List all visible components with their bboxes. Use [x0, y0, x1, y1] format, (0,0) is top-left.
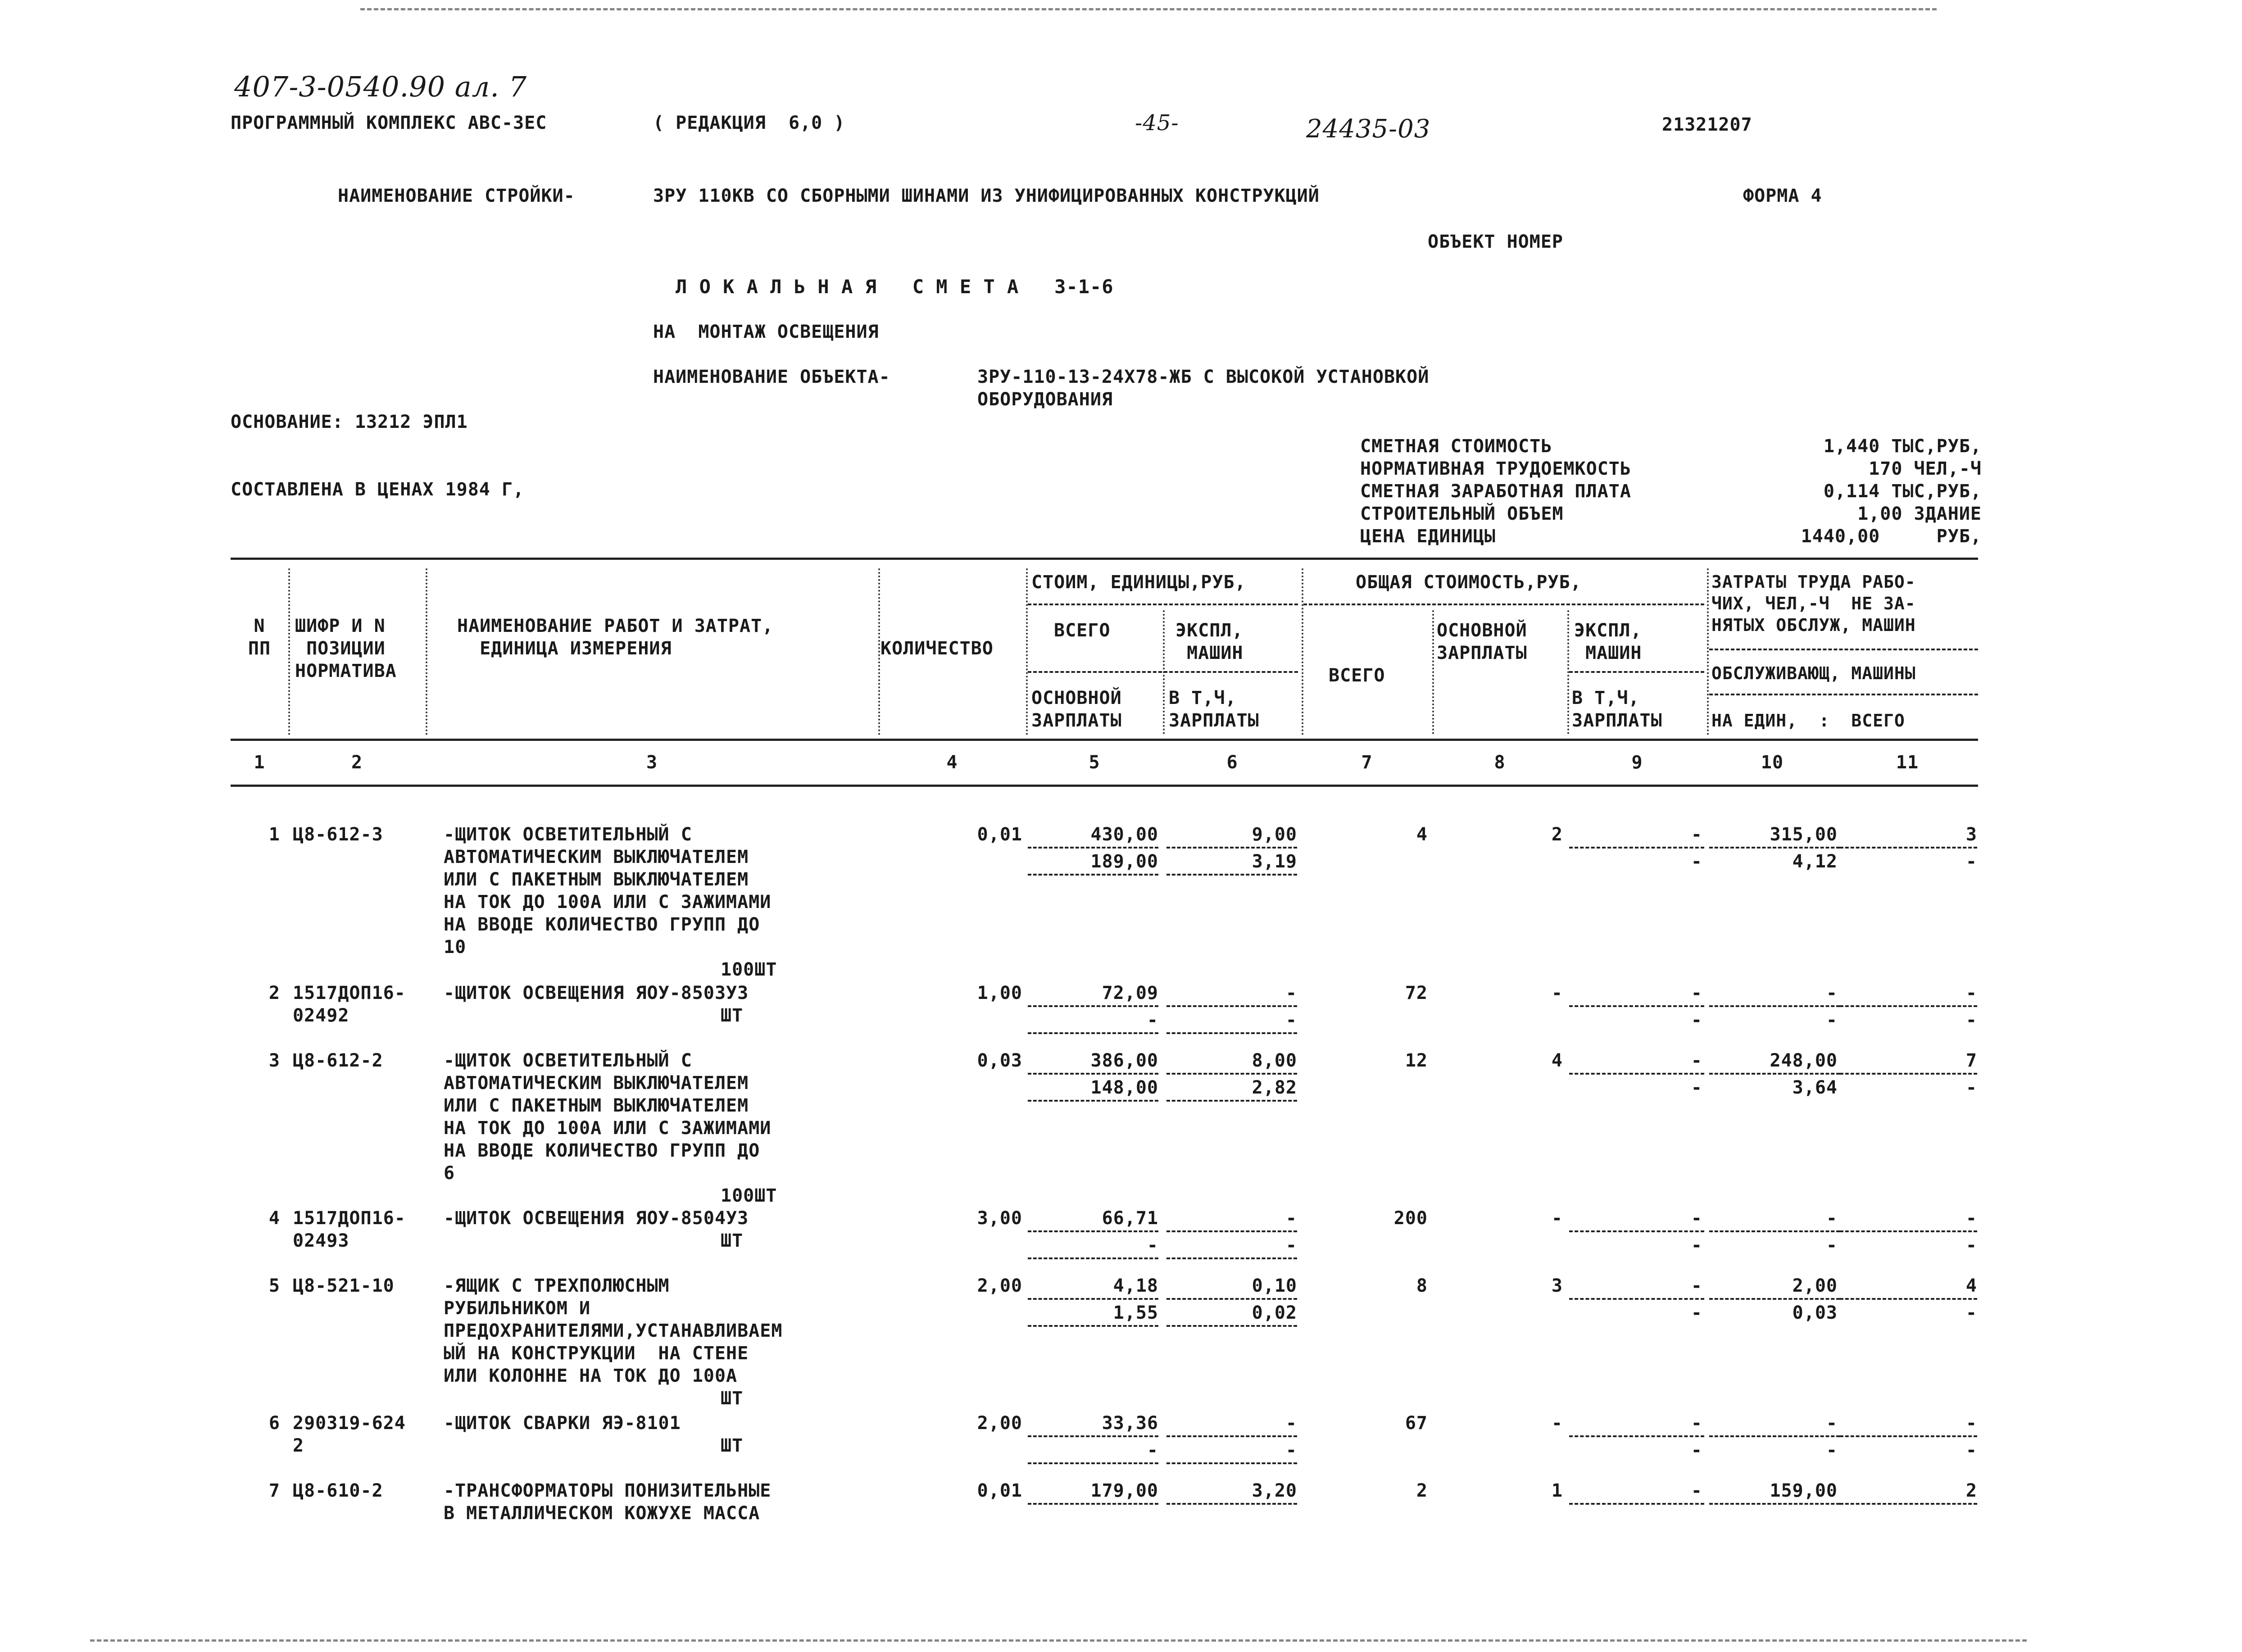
summary-label: ЦЕНА ЕДИНИЦЫ	[1360, 526, 1496, 547]
row-c9b: -	[1691, 1303, 1702, 1323]
row-c11b: -	[1965, 1440, 1977, 1461]
cell-rule	[1166, 1005, 1297, 1007]
row-c11: 2	[1965, 1480, 1977, 1501]
row-qty: 1,00	[977, 983, 1022, 1003]
handwritten-code: 407-3-0540.90 ал. 7	[234, 70, 527, 103]
row-name-line: ИЛИ С ПАКЕТНЫМ ВЫКЛЮЧАТЕЛЕМ	[444, 869, 749, 890]
rule	[1303, 604, 1704, 605]
row-number: 5	[268, 1275, 280, 1296]
row-c6b: 2,82	[1252, 1077, 1297, 1098]
row-c5: 4,18	[1113, 1275, 1158, 1296]
row-c5: 386,00	[1090, 1050, 1158, 1071]
col-number: 11	[1896, 752, 1919, 773]
rule	[231, 785, 1978, 787]
row-c6: 3,20	[1252, 1480, 1297, 1501]
row-c6: -	[1285, 983, 1297, 1003]
cell-rule	[1569, 1298, 1704, 1300]
row-code: 1517ДОП16-	[293, 983, 406, 1003]
row-code: Ц8-521-10	[293, 1275, 395, 1296]
row-c11: -	[1965, 1413, 1977, 1434]
row-c10b: -	[1826, 1010, 1838, 1030]
row-c7: 200	[1393, 1208, 1428, 1229]
row-c9b: -	[1691, 1440, 1702, 1461]
summary-label: НОРМАТИВНАЯ ТРУДОЕМКОСТЬ	[1360, 458, 1631, 479]
summary-value: 0,114 ТЫС,РУБ,	[1823, 481, 1982, 502]
basis: ОСНОВАНИЕ: 13212 ЭПЛ1	[231, 412, 468, 432]
row-c7: 8	[1416, 1275, 1428, 1296]
cell-rule	[1709, 1298, 1840, 1300]
row-c8: -	[1551, 1413, 1563, 1434]
row-c7: 67	[1405, 1413, 1428, 1434]
cell-rule	[1166, 1325, 1297, 1327]
col-header-name: НАИМЕНОВАНИЕ РАБОТ И ЗАТРАТ, ЕДИНИЦА ИЗМЕРЕНИЯ	[457, 616, 774, 659]
cell-rule	[1028, 847, 1158, 849]
col-header-code: ШИФР И N ПОЗИЦИИ НОРМАТИВА	[295, 616, 397, 681]
row-c9b: -	[1691, 1077, 1702, 1098]
object-name-line2: ОБОРУДОВАНИЯ	[977, 389, 1113, 410]
cell-rule	[1840, 1005, 1977, 1007]
row-c7: 72	[1405, 983, 1428, 1003]
row-unit: ШТ	[721, 1005, 744, 1026]
summary-label: СМЕТНАЯ ЗАРАБОТНАЯ ПЛАТА	[1360, 481, 1631, 502]
page-number: -45-	[1135, 110, 1179, 136]
cell-rule	[1028, 1503, 1158, 1505]
row-c9: -	[1691, 1413, 1702, 1434]
cell-rule	[1028, 1257, 1158, 1259]
column-divider	[1026, 568, 1028, 735]
row-c5b: 1,55	[1113, 1303, 1158, 1323]
row-code: 290319-624	[293, 1413, 406, 1434]
row-c6b: -	[1285, 1440, 1297, 1461]
summary-value: 1,00 ЗДАНИЕ	[1857, 504, 1982, 524]
row-name-line: -ЩИТОК ОСВЕТИТЕЛЬНЫЙ С	[444, 824, 692, 845]
row-name-line: -ТРАНСФОРМАТОРЫ ПОНИЗИТЕЛЬНЫЕ	[444, 1480, 772, 1501]
col-number: 2	[351, 752, 363, 773]
row-code: 1517ДОП16-	[293, 1208, 406, 1229]
row-c6: 8,00	[1252, 1050, 1297, 1071]
row-c11: 7	[1965, 1050, 1977, 1071]
object-name-line1: ЗРУ-110-13-24Х78-ЖБ С ВЫСОКОЙ УСТАНОВКОЙ	[977, 367, 1430, 387]
cell-rule	[1709, 1435, 1840, 1437]
column-divider	[426, 568, 427, 735]
edition: ( РЕДАКЦИЯ 6,0 )	[653, 113, 845, 133]
row-c11b: -	[1965, 851, 1977, 872]
row-c7: 12	[1405, 1050, 1428, 1071]
col-header-5b: ОСНОВНОЙ ЗАРПЛАТЫ	[1031, 688, 1122, 731]
rule	[1028, 604, 1298, 605]
row-c5b: -	[1147, 1235, 1158, 1256]
row-code: Ц8-612-3	[293, 824, 383, 845]
row-c10b: -	[1826, 1440, 1838, 1461]
summary-value: 1440,00 РУБ,	[1801, 526, 1982, 547]
row-c7: 2	[1416, 1480, 1428, 1501]
rule	[1709, 649, 1978, 650]
cell-rule	[1028, 1073, 1158, 1075]
cell-rule	[1569, 1005, 1704, 1007]
row-number: 3	[268, 1050, 280, 1071]
cell-rule	[1840, 1435, 1977, 1437]
column-divider	[1302, 568, 1303, 735]
row-c9b: -	[1691, 851, 1702, 872]
row-c10b: -	[1826, 1235, 1838, 1256]
row-c9: -	[1691, 1480, 1702, 1501]
cell-rule	[1166, 1257, 1297, 1259]
row-c9: -	[1691, 983, 1702, 1003]
row-c10: -	[1826, 1208, 1838, 1229]
row-c10: -	[1826, 983, 1838, 1003]
estimate-subject: НА МОНТАЖ ОСВЕЩЕНИЯ	[653, 322, 879, 342]
estimate-title: Л О К А Л Ь Н А Я С М Е Т А 3-1-6	[676, 276, 1114, 298]
row-number: 7	[268, 1480, 280, 1501]
row-c9: -	[1691, 824, 1702, 845]
row-c11b: -	[1965, 1235, 1977, 1256]
cell-rule	[1840, 1298, 1977, 1300]
row-c8: 4	[1551, 1050, 1563, 1071]
col-header-5a: ВСЕГО	[1054, 620, 1111, 641]
row-c5: 66,71	[1102, 1208, 1158, 1229]
cell-rule	[1028, 1032, 1158, 1034]
row-c5b: 148,00	[1090, 1077, 1158, 1098]
cell-rule	[1166, 1100, 1297, 1102]
row-unit: 100ШТ	[721, 1185, 777, 1206]
col-header-7: ВСЕГО	[1329, 665, 1385, 686]
col-number: 4	[946, 752, 958, 773]
col-number: 3	[646, 752, 658, 773]
col-number: 7	[1361, 752, 1373, 773]
summary-label: СМЕТНАЯ СТОИМОСТЬ	[1360, 436, 1552, 457]
row-c6: 9,00	[1252, 824, 1297, 845]
row-c10b: 4,12	[1792, 851, 1838, 872]
col-header-labor: ЗАТРАТЫ ТРУДА РАБО- ЧИХ, ЧЕЛ,-Ч НЕ ЗА- НЯТЫХ ОБСЛУЖ, МАШИН	[1711, 572, 1916, 635]
price-base: СОСТАВЛЕНА В ЦЕНАХ 1984 Г,	[231, 479, 525, 500]
row-c6b: 0,02	[1252, 1303, 1297, 1323]
cell-rule	[1569, 1230, 1704, 1232]
cell-rule	[1569, 1503, 1704, 1505]
handwritten-doc-number: 24435-03	[1306, 114, 1431, 144]
row-name-line: ЫЙ НА КОНСТРУКЦИИ НА СТЕНЕ	[444, 1343, 749, 1364]
col-number: 6	[1226, 752, 1238, 773]
col-number: 8	[1494, 752, 1506, 773]
row-c10: 159,00	[1770, 1480, 1838, 1501]
row-name-line: АВТОМАТИЧЕСКИМ ВЫКЛЮЧАТЕЛЕМ	[444, 1073, 749, 1094]
col-number: 5	[1089, 752, 1100, 773]
col-header-unit-cost: СТОИМ, ЕДИНИЦЫ,РУБ,	[1031, 572, 1246, 593]
row-name-line: НА ВВОДЕ КОЛИЧЕСТВО ГРУПП ДО	[444, 914, 760, 935]
col-header-n: N ПП	[248, 616, 271, 659]
rule	[231, 558, 1978, 560]
row-number: 2	[268, 983, 280, 1003]
row-c8: -	[1551, 983, 1563, 1003]
rule	[231, 739, 1978, 741]
row-c8: -	[1551, 1208, 1563, 1229]
object-number: ОБЪЕКТ НОМЕР	[1428, 231, 1563, 252]
cell-rule	[1166, 1435, 1297, 1437]
row-unit: 100ШТ	[721, 959, 777, 980]
row-name-line: -ЯЩИК С ТРЕХПОЛЮСНЫМ	[444, 1275, 670, 1296]
cell-rule	[1569, 1073, 1704, 1075]
row-c10: 2,00	[1792, 1275, 1838, 1296]
row-c5b: -	[1147, 1440, 1158, 1461]
col-number: 10	[1761, 752, 1784, 773]
row-name-line: НА ТОК ДО 100А ИЛИ С ЗАЖИМАМИ	[444, 1118, 772, 1139]
row-number: 6	[268, 1413, 280, 1434]
rule	[1709, 694, 1978, 695]
col-header-total-cost: ОБЩАЯ СТОИМОСТЬ,РУБ,	[1356, 572, 1582, 593]
cell-rule	[1709, 1503, 1840, 1505]
cell-rule	[1569, 1435, 1704, 1437]
cell-rule	[1028, 1005, 1158, 1007]
col-number: 1	[254, 752, 265, 773]
row-qty: 3,00	[977, 1208, 1022, 1229]
row-name-line: РУБИЛЬНИКОМ И	[444, 1298, 591, 1319]
row-name-line: В МЕТАЛЛИЧЕСКОМ КОЖУХЕ МАССА	[444, 1503, 760, 1524]
cell-rule	[1166, 1503, 1297, 1505]
row-name-line: АВТОМАТИЧЕСКИМ ВЫКЛЮЧАТЕЛЕМ	[444, 847, 749, 867]
row-c5b: 189,00	[1090, 851, 1158, 872]
row-qty: 0,03	[977, 1050, 1022, 1071]
col-header-9b: В Т,Ч, ЗАРПЛАТЫ	[1572, 688, 1662, 731]
cell-rule	[1166, 847, 1297, 849]
cell-rule	[1709, 847, 1840, 849]
cell-rule	[1840, 1230, 1977, 1232]
program-name: ПРОГРАММНЫЙ КОМПЛЕКС АВС-ЗЕС	[231, 113, 547, 133]
cell-rule	[1166, 1298, 1297, 1300]
row-code: Ц8-610-2	[293, 1480, 383, 1501]
cell-rule	[1028, 1435, 1158, 1437]
cell-rule	[1028, 1298, 1158, 1300]
col-header-10a: ОБСЛУЖИВАЮЩ, МАШИНЫ	[1711, 663, 1916, 683]
project-name: ЗРУ 110КВ СО СБОРНЫМИ ШИНАМИ ИЗ УНИФИЦИРОВАННЫХ КОНСТРУКЦИЙ	[653, 186, 1320, 206]
row-c9: -	[1691, 1275, 1702, 1296]
row-name-line: ИЛИ КОЛОННЕ НА ТОК ДО 100А	[444, 1366, 738, 1386]
column-divider	[1707, 568, 1709, 735]
row-name-line: -ЩИТОК ОСВЕЩЕНИЯ ЯОУ-8503У3	[444, 983, 749, 1003]
row-c5: 179,00	[1090, 1480, 1158, 1501]
row-c5: 33,36	[1102, 1413, 1158, 1434]
row-c8: 3	[1551, 1275, 1563, 1296]
row-qty: 2,00	[977, 1413, 1022, 1434]
cell-rule	[1709, 1073, 1840, 1075]
object-label: НАИМЕНОВАНИЕ ОБЪЕКТА-	[653, 367, 890, 387]
row-name-line: НА ТОК ДО 100А ИЛИ С ЗАЖИМАМИ	[444, 892, 772, 912]
row-c11b: -	[1965, 1077, 1977, 1098]
row-c6: -	[1285, 1413, 1297, 1434]
col-header-8: ОСНОВНОЙ ЗАРПЛАТЫ	[1437, 620, 1527, 663]
cell-rule	[1028, 1230, 1158, 1232]
cell-rule	[1166, 1032, 1297, 1034]
cell-rule	[1166, 1462, 1297, 1464]
row-c9: -	[1691, 1208, 1702, 1229]
row-c10b: 0,03	[1792, 1303, 1838, 1323]
column-divider	[288, 568, 290, 735]
cell-rule	[1166, 874, 1297, 876]
col-number: 9	[1631, 752, 1643, 773]
cell-rule	[1028, 1325, 1158, 1327]
row-c10: 315,00	[1770, 824, 1838, 845]
row-name-line: -ЩИТОК СВАРКИ ЯЭ-8101	[444, 1413, 681, 1434]
row-name-line: 10	[444, 937, 467, 958]
row-c11b: -	[1965, 1303, 1977, 1323]
cell-rule	[1709, 1005, 1840, 1007]
row-c9b: -	[1691, 1010, 1702, 1030]
row-unit: ШТ	[721, 1435, 744, 1456]
cell-rule	[1028, 1462, 1158, 1464]
cell-rule	[1166, 1073, 1297, 1075]
row-c11: 3	[1965, 824, 1977, 845]
row-c9b: -	[1691, 1235, 1702, 1256]
cell-rule	[1569, 847, 1704, 849]
row-c8: 2	[1551, 824, 1563, 845]
row-c5: 430,00	[1090, 824, 1158, 845]
row-c6b: -	[1285, 1235, 1297, 1256]
cell-rule	[1709, 1230, 1840, 1232]
cell-rule	[1028, 874, 1158, 876]
row-c6: -	[1285, 1208, 1297, 1229]
row-name-line: -ЩИТОК ОСВЕЩЕНИЯ ЯОУ-8504У3	[444, 1208, 749, 1229]
row-c6: 0,10	[1252, 1275, 1297, 1296]
summary-value: 1,440 ТЫС,РУБ,	[1823, 436, 1982, 457]
cell-rule	[1166, 1230, 1297, 1232]
col-header-9a: ЭКСПЛ, МАШИН	[1574, 620, 1642, 663]
row-c11: 4	[1965, 1275, 1977, 1296]
row-c11b: -	[1965, 1010, 1977, 1030]
row-c9: -	[1691, 1050, 1702, 1071]
row-name-line: -ЩИТОК ОСВЕТИТЕЛЬНЫЙ С	[444, 1050, 692, 1071]
row-qty: 2,00	[977, 1275, 1022, 1296]
row-c7: 4	[1416, 824, 1428, 845]
summary-label: СТРОИТЕЛЬНЫЙ ОБЪЕМ	[1360, 504, 1564, 524]
row-name-line: НА ВВОДЕ КОЛИЧЕСТВО ГРУПП ДО	[444, 1140, 760, 1161]
page-edge-marks	[90, 1639, 2027, 1642]
column-divider	[878, 568, 880, 735]
column-divider	[1432, 610, 1434, 734]
row-unit: ШТ	[721, 1230, 744, 1251]
row-c5: 72,09	[1102, 983, 1158, 1003]
row-c10: -	[1826, 1413, 1838, 1434]
project-label: НАИМЕНОВАНИЕ СТРОЙКИ-	[338, 186, 575, 206]
row-number: 4	[268, 1208, 280, 1229]
row-code: 02492	[293, 1005, 349, 1026]
row-c8: 1	[1551, 1480, 1563, 1501]
cell-rule	[1840, 847, 1977, 849]
form-number: ФОРМА 4	[1743, 186, 1822, 206]
row-c6b: 3,19	[1252, 851, 1297, 872]
row-c11: -	[1965, 983, 1977, 1003]
col-header-6b: В Т,Ч, ЗАРПЛАТЫ	[1169, 688, 1259, 731]
row-code: Ц8-612-2	[293, 1050, 383, 1071]
col-header-6a: ЭКСПЛ, МАШИН	[1175, 620, 1244, 663]
row-c10b: 3,64	[1792, 1077, 1838, 1098]
cell-rule	[1028, 1100, 1158, 1102]
row-c11: -	[1965, 1208, 1977, 1229]
row-name-line: 6	[444, 1163, 455, 1184]
row-name-line: ИЛИ С ПАКЕТНЫМ ВЫКЛЮЧАТЕЛЕМ	[444, 1095, 749, 1116]
rule	[1569, 671, 1704, 673]
row-c10: 248,00	[1770, 1050, 1838, 1071]
row-qty: 0,01	[977, 824, 1022, 845]
row-qty: 0,01	[977, 1480, 1022, 1501]
doc-code: 21321207	[1662, 114, 1752, 135]
row-unit: ШТ	[721, 1388, 744, 1409]
row-code: 2	[293, 1435, 304, 1456]
rule	[1028, 671, 1298, 673]
page-edge-marks	[360, 8, 1937, 10]
cell-rule	[1840, 1073, 1977, 1075]
cell-rule	[1840, 1503, 1977, 1505]
row-code: 02493	[293, 1230, 349, 1251]
row-c5b: -	[1147, 1010, 1158, 1030]
row-name-line: ПРЕДОХРАНИТЕЛЯМИ,УСТАНАВЛИВАЕМ	[444, 1321, 783, 1341]
row-number: 1	[268, 824, 280, 845]
summary-value: 170 ЧЕЛ,-Ч	[1869, 458, 1982, 479]
row-c6b: -	[1285, 1010, 1297, 1030]
col-header-10b: НА ЕДИН, : ВСЕГО	[1711, 711, 1905, 731]
col-header-qty: КОЛИЧЕСТВО	[880, 638, 994, 659]
